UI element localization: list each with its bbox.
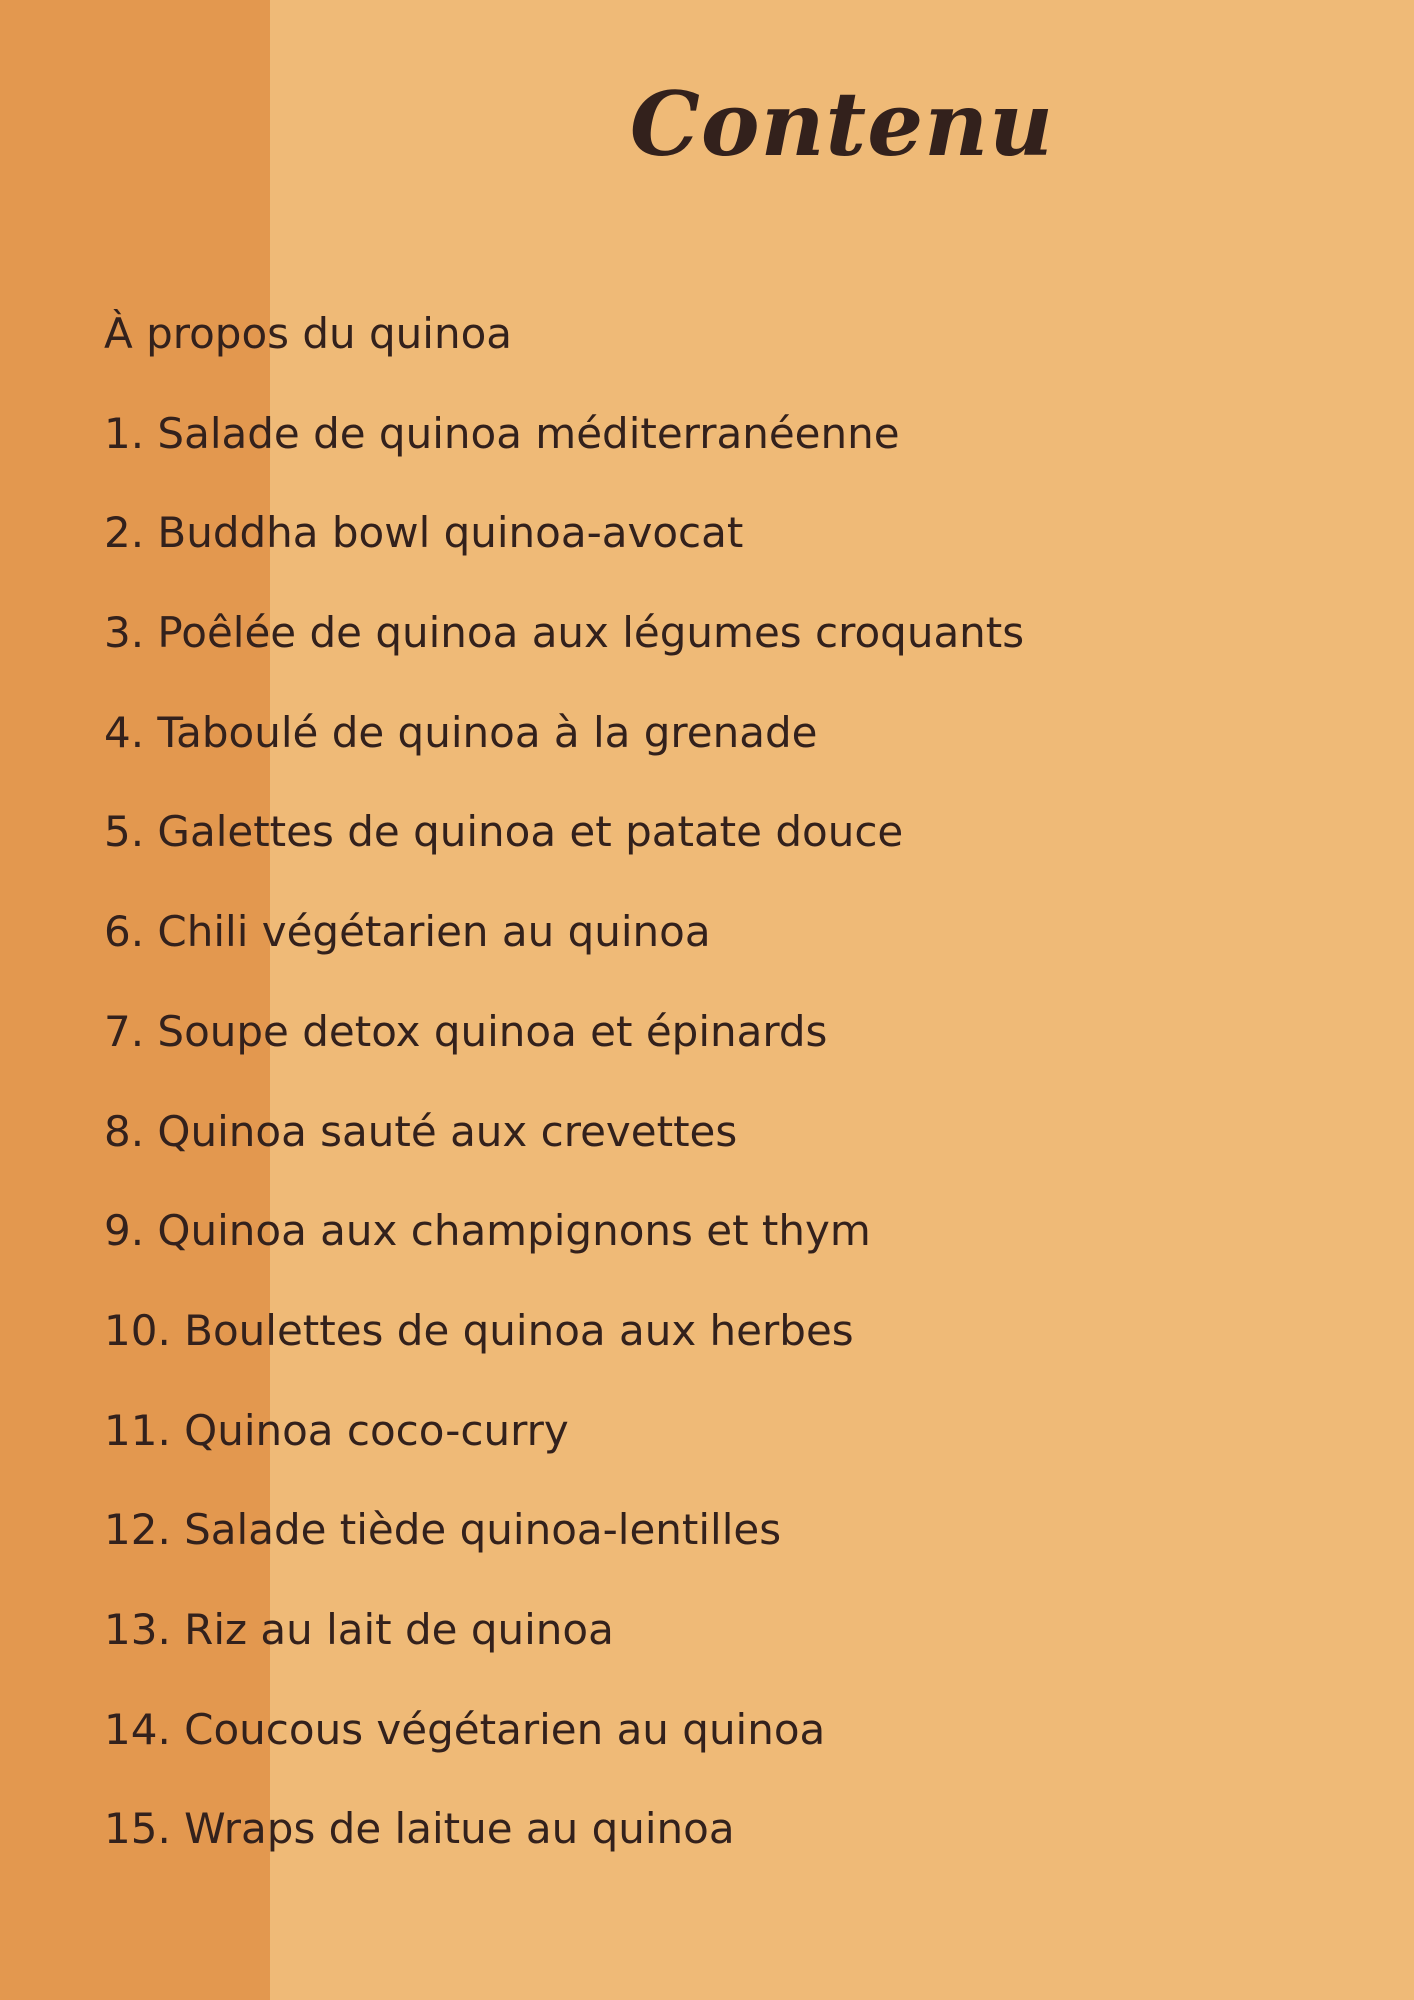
toc-item-11[interactable]: 11. Quinoa coco-curry xyxy=(104,1405,569,1455)
page-title: Contenu xyxy=(629,72,1055,176)
toc-item-4[interactable]: 4. Taboulé de quinoa à la grenade xyxy=(104,707,818,757)
toc-item-5[interactable]: 5. Galettes de quinoa et patate douce xyxy=(104,807,904,857)
toc-item-6[interactable]: 6. Chili végétarien au quinoa xyxy=(104,907,711,957)
toc-item-3[interactable]: 3. Poêlée de quinoa aux légumes croquants xyxy=(104,608,1025,658)
toc-item-1[interactable]: 1. Salade de quinoa méditerranéenne xyxy=(104,408,900,458)
toc-item-7[interactable]: 7. Soupe detox quinoa et épinards xyxy=(104,1006,828,1056)
toc-item-8[interactable]: 8. Quinoa sauté aux crevettes xyxy=(104,1106,738,1156)
toc-item-2[interactable]: 2. Buddha bowl quinoa-avocat xyxy=(104,508,744,558)
table-of-contents xyxy=(104,304,1024,1899)
toc-item-intro[interactable]: À propos du quinoa xyxy=(104,309,513,358)
toc-item-10[interactable]: 10. Boulettes de quinoa aux herbes xyxy=(104,1305,854,1355)
toc-item-9[interactable]: 9. Quinoa aux champignons et thym xyxy=(104,1206,871,1256)
toc-item-14[interactable]: 14. Coucous végétarien au quinoa xyxy=(104,1704,826,1754)
toc-item-12[interactable]: 12. Salade tiède quinoa-lentilles xyxy=(104,1505,782,1555)
toc-item-15[interactable]: 15. Wraps de laitue au quinoa xyxy=(104,1804,735,1854)
toc-item-13[interactable]: 13. Riz au lait de quinoa xyxy=(104,1604,614,1654)
